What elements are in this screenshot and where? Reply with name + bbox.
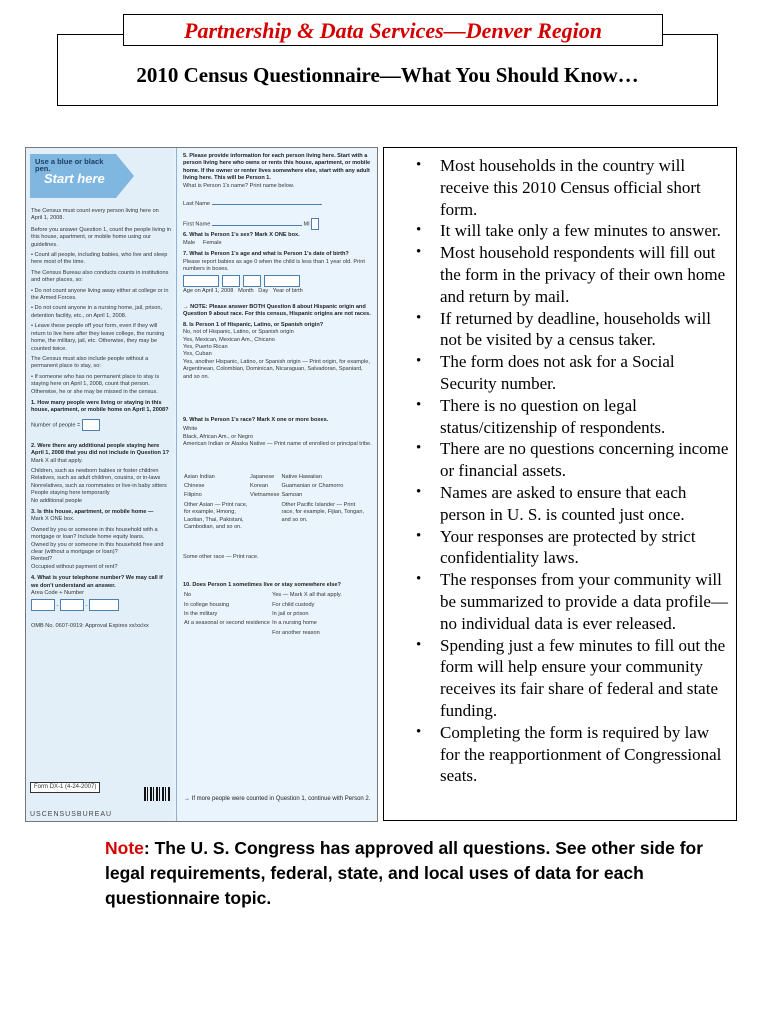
q10-option: For another reason: [272, 629, 320, 636]
omb-number: OMB No. 0607-0919: Approval Expires xx/xx/xx: [31, 623, 149, 630]
form-left-intro: [31, 208, 171, 631]
question-6: 6. What is Person 1's sex? Mark X ONE box.: [183, 232, 300, 239]
hispanic-race-note: → NOTE: Please answer BOTH Question 8 about Hispanic origin and Question 9 about race. For this census, Hispanic origins are not races.: [183, 303, 371, 318]
fact-item: • The responses from your community will be summarized to provide a data profile—no individual data is ever released.: [440, 569, 732, 634]
q10-grid-row: [183, 619, 343, 628]
form-left-text: The Census Bureau also conducts counts in institutions and other places, so:: [31, 269, 169, 284]
q10-grid-row: [183, 610, 343, 619]
q10-grid-row: [183, 601, 343, 610]
form-left-text: • Do not count anyone living away either at college or in the Armed Forces.: [31, 287, 169, 302]
q9-grid-cell: Other Asian — Print race, for example, Hmong, Laotian, Thai, Pakistani, Cambodian, and so on.: [184, 501, 248, 530]
q6-option: Female: [202, 239, 222, 246]
barcode-icon: [144, 787, 170, 801]
last-name-label: Last Name: [183, 201, 211, 208]
day-box: [243, 275, 261, 287]
q9-grid-row: [183, 482, 368, 491]
q10-options-grid: [183, 591, 343, 638]
pen-instruction: Use a blue or black pen.: [35, 157, 104, 174]
fact-item: • Most households in the country will receive this 2010 Census official short form.: [440, 155, 732, 220]
q9-grid-cell: Samoan: [281, 492, 303, 499]
question-4: 4. What is your telephone number? We may call if we don't understand an answer.: [31, 575, 163, 589]
q7-field-labels: [183, 288, 373, 295]
q9-grid-cell: Filipino: [184, 492, 202, 499]
q5-hint: What is Person 1's name? Print name below.: [183, 182, 295, 189]
q2-option: People staying here temporarily: [31, 490, 110, 497]
q9-grid-cell: Guamanian or Chamorro: [281, 482, 344, 489]
phone-prefix-box: [60, 599, 84, 611]
last-name-line: [212, 198, 322, 205]
start-here-banner: [30, 154, 116, 198]
q9-option: White: [183, 426, 198, 433]
note-label: Note: [105, 838, 144, 858]
q10-grid-row: [183, 629, 343, 638]
question-3: 3. Is this house, apartment, or mobile home —: [31, 509, 154, 515]
fact-item: • Your responses are protected by strict confidentiality laws.: [440, 526, 732, 570]
first-name-label: First Name: [183, 221, 211, 228]
question-7: 7. What is Person 1's age and what is Person 1's date of birth?: [183, 251, 349, 258]
note-paragraph: [105, 836, 705, 911]
q6-option: Male: [183, 239, 196, 246]
q1-count-box: [82, 419, 100, 431]
form-left-text: • Do not count anyone in a nursing home, jail, prison, detention facility, etc., on April 1, 2008.: [31, 305, 163, 319]
q10-option: At a seasonal or second residence: [184, 620, 270, 627]
q7-hint: Please report babies as age 0 when the child is less than 1 year old. Print numbers in boxes.: [183, 258, 365, 273]
facts-list: [384, 148, 736, 787]
question-5: 5. Please provide information for each person living here. Start with a person living here who owns or rents this house, apartment, or mobile home. If the owner or renter lives somewhere else, start with any adult living here. This will be Person 1.: [183, 153, 371, 182]
continue-instruction: → If more people were counted in Question 1, continue with Person 2.: [184, 795, 371, 802]
q9-grid-cell: Vietnamese: [250, 492, 280, 499]
start-here-label: Start here: [44, 171, 105, 186]
q2-option: Children, such as newborn babies or foster children: [31, 467, 159, 474]
q2-option: Nonrelatives, such as roommates or live-in baby sitters: [31, 482, 167, 489]
q9-option: Black, African Am., or Negro: [183, 433, 253, 440]
header-rule-left: [57, 34, 123, 35]
q10-grid-row: [183, 591, 343, 600]
q9-grid-cell: [249, 501, 280, 533]
q8-option: Yes, Puerto Rican: [183, 343, 228, 350]
q9-option: American Indian or Alaska Native — Print name of enrolled or principal tribe.: [183, 441, 372, 448]
header-rule-right: [663, 34, 718, 35]
q9-grid-row: [183, 501, 368, 533]
q10-grid-cell: [183, 629, 271, 638]
census-bureau-footer: USCENSUSBUREAU: [30, 810, 113, 818]
q2-option: No additional people: [31, 497, 83, 504]
form-left-text: The Census must also include people without a permanent place to stay, so:: [31, 355, 149, 370]
q9-grid-cell: Korean: [250, 482, 269, 489]
q10-option: In a nursing home: [272, 620, 317, 627]
fact-item: • Names are asked to ensure that each person in U. S. is counted just once.: [440, 482, 732, 526]
q4-field-label: Area Code + Number: [31, 590, 85, 597]
q9-grid-cell: Chinese: [184, 482, 205, 489]
form-column-divider: [176, 148, 177, 821]
month-box: [222, 275, 240, 287]
phone-line-box: [89, 599, 119, 611]
region-title-box: [123, 14, 663, 46]
first-name-line: [212, 219, 302, 226]
q3-option: Rented?: [31, 556, 53, 563]
q2-hint: Mark X all that apply.: [31, 457, 83, 464]
fact-item: • Completing the form is required by law for the reapportionment of Congressional seats.: [440, 722, 732, 787]
region-title: Partnership & Data Services—Denver Region: [184, 18, 602, 43]
q8-option: Yes, Cuban: [183, 351, 212, 358]
q7-field-label: Day: [258, 288, 269, 295]
fact-item: • Spending just a few minutes to fill out the form will help ensure your community receives its fair share of federal and state funding.: [440, 635, 732, 722]
q10-option: For child custody: [272, 601, 315, 608]
middle-initial-box: [311, 218, 319, 230]
q6-options: [183, 240, 373, 247]
q10-option: In the military: [184, 611, 218, 618]
q8-option: Yes, Mexican, Mexican Am., Chicano: [183, 336, 275, 343]
q9-grid-cell: Japanese: [250, 473, 275, 480]
q9-grid-cell: Asian Indian: [184, 473, 215, 480]
q10-option: Yes — Mark X all that apply.: [272, 592, 342, 599]
page-title: 2010 Census Questionnaire—What You Should Know…: [136, 63, 639, 87]
fact-item: • There is no question on legal status/citizenship of respondents.: [440, 395, 732, 439]
note-text: : The U. S. Congress has approved all questions. See other side for legal requirements, federal, state, and local uses of data for each questionnaire topic.: [105, 838, 704, 908]
q10-option: In college housing: [184, 601, 230, 608]
q2-option: Relatives, such as adult children, cousins, or in-laws: [31, 475, 161, 482]
q8-option: Yes, another Hispanic, Latino, or Spanish origin — Print origin, for example, Argentinean, Colombian, Dominican, Nicaraguan, Salvadoran, Spaniard, and so on.: [183, 358, 370, 380]
q9-grid-row: [183, 473, 368, 482]
census-form-image: [25, 147, 378, 822]
form-left-text: • Count all people, including babies, who live and sleep here most of the time.: [31, 252, 168, 266]
q10-option: No: [184, 592, 192, 599]
form-left-text: • If someone who has no permanent place to stay is staying here on April 1, 2008, count that person. Otherwise, he or she may be missed in the census.: [31, 373, 160, 395]
first-name-field: [183, 218, 373, 230]
q1-field: [31, 419, 171, 431]
question-9: 9. What is Person 1's race? Mark X one or more boxes.: [183, 416, 329, 423]
q8-option: No, not of Hispanic, Latino, or Spanish origin: [183, 329, 294, 336]
q9-race-grid: [183, 473, 368, 533]
header-rule-bottom: [57, 105, 718, 106]
phone-boxes: - -: [31, 599, 171, 611]
question-1: 1. How many people were living or staying in this house, apartment, or mobile home on April 1, 2008?: [31, 399, 169, 414]
q3-hint: Mark X ONE box.: [31, 516, 75, 523]
q1-field-label: Number of people =: [31, 422, 81, 429]
year-box: [264, 275, 300, 287]
question-10: 10. Does Person 1 sometimes live or stay somewhere else?: [183, 581, 341, 588]
q7-field-label: Age on April 1, 2008: [183, 288, 234, 295]
fact-item: • If returned by deadline, households will not be visited by a census taker.: [440, 308, 732, 352]
q3-option: Occupied without payment of rent?: [31, 563, 118, 570]
q9-grid-cell: Native Hawaiian: [281, 473, 322, 480]
form-code: Form DX-1 (4-24-2007): [30, 782, 100, 793]
q9-grid-cell: Other Pacific Islander — Print race, for example, Fijian, Tongan, and so on.: [281, 501, 365, 523]
fact-item: • There are no questions concerning income or financial assets.: [440, 438, 732, 482]
fact-item: • Most household respondents will fill out the form in the privacy of their own home and return by mail.: [440, 242, 732, 307]
age-box: [183, 275, 219, 287]
form-right-content: [183, 153, 373, 638]
fact-item: • It will take only a few minutes to answer.: [440, 220, 732, 242]
fact-item: • The form does not ask for a Social Security number.: [440, 351, 732, 395]
form-left-text: The Census must count every person living here on April 1, 2008.: [31, 208, 159, 222]
q3-option: Owned by you or someone in this household with a mortgage or loan? Include home equity loans.: [31, 526, 158, 541]
q7-field-label: Month: [238, 288, 254, 295]
q7-field-label: Year of birth: [272, 288, 303, 295]
q3-option: Owned by you or someone in this household free and clear (without a mortgage or loan)?: [31, 541, 164, 556]
question-8: 8. Is Person 1 of Hispanic, Latino, or Spanish origin?: [183, 321, 324, 328]
form-left-text: • Leave these people off your form, even if they will return to live here after they leave college, the nursing home, the military, jail, etc. Otherwise, they may be counted twice.: [31, 323, 165, 352]
question-2: 2. Were there any additional people staying here April 1, 2008 that you did not include in Question 1?: [31, 442, 169, 457]
q10-option: In jail or prison: [272, 611, 309, 618]
facts-box: [383, 147, 737, 821]
last-name-field: [183, 198, 373, 208]
q9-grid-row: [183, 491, 368, 500]
q7-boxes: [183, 275, 373, 287]
q9-other-race: Some other race — Print race.: [183, 554, 259, 561]
middle-initial-label: MI: [303, 221, 310, 228]
area-code-box: [31, 599, 55, 611]
form-left-text: Before you answer Question 1, count the people living in this house, apartment, or mobile home using our guidelines.: [31, 226, 171, 248]
start-arrow-icon: [116, 154, 134, 198]
